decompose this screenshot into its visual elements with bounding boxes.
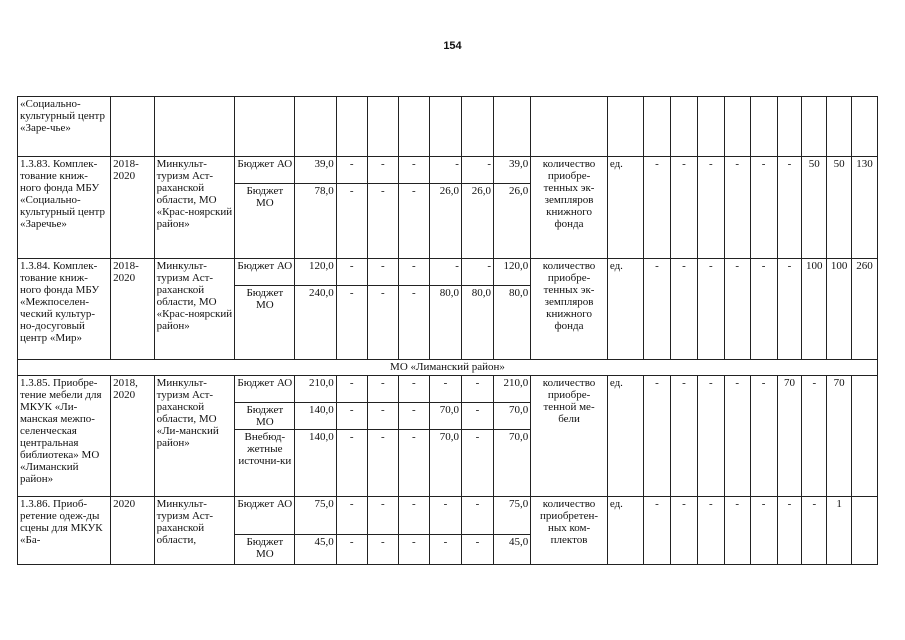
total-value: 75,0 [295,497,336,535]
year-value: - [336,403,367,430]
table-row [18,497,878,535]
indicator-value: - [750,497,777,565]
indicator-value: 100 [827,259,852,360]
indicator: количество приобре-тенных эк-земпляров книжного фонда [531,157,608,259]
indicator-value: - [750,157,777,259]
indicator-value: - [644,376,671,497]
year-value: 26,0 [494,184,531,259]
activity-id: 1.3.86. [20,498,51,510]
indicator-value: - [777,497,802,565]
year-value: - [367,376,398,403]
table-row [18,259,878,286]
indicator-value: 1 [827,497,852,565]
indicator-value: 130 [852,157,878,259]
indicator-value: - [697,376,724,497]
year-value: - [336,184,367,259]
year-value: - [336,376,367,403]
activity-cell [18,497,111,565]
executor: Минкульт-туризм Аст-раханской области, [154,497,235,565]
years: 2020 [111,497,154,565]
funding-source: Бюджет АО [235,376,295,403]
year-value: - [336,535,367,565]
year-value: 80,0 [461,286,493,360]
year-value: - [367,497,398,535]
year-value: - [461,157,493,184]
indicator-value: - [697,497,724,565]
year-value: 75,0 [494,497,531,535]
year-value: - [336,286,367,360]
activity-name: Комплек-тование книж-ного фонда МБУ «Социально-культурный центр «Заречье» [20,158,105,230]
indicator-value: - [670,376,697,497]
executor: Минкульт-туризм Аст-раханской области, МО «Крас-ноярский район» [154,157,235,259]
indicator-value: - [802,497,827,565]
year-value: - [398,184,429,259]
table-row [18,157,878,184]
year-value: - [336,259,367,286]
year-value: - [367,259,398,286]
year-value: - [367,430,398,497]
year-value: - [461,259,493,286]
indicator-value: - [777,157,802,259]
year-value: - [429,497,461,535]
year-value: - [336,430,367,497]
year-value: - [367,157,398,184]
indicator-value: - [724,497,750,565]
indicator-value: - [644,157,671,259]
year-value: 70,0 [494,430,531,497]
unit: ед. [607,259,643,360]
funding-source: Бюджет МО [235,184,295,259]
year-value: 120,0 [494,259,531,286]
indicator-value: - [697,157,724,259]
year-value: - [461,535,493,565]
funding-source: Бюджет АО [235,259,295,286]
program-table [17,96,878,565]
indicator-value: 50 [802,157,827,259]
year-value: - [398,157,429,184]
indicator-value [852,497,878,565]
total-value: 210,0 [295,376,336,403]
funding-source: Бюджет АО [235,157,295,184]
indicator-value: - [697,259,724,360]
total-value: 78,0 [295,184,336,259]
activity-name: Приобре-тение мебели для МКУК «Ли-манская межпо-селенческая центральная библиотека» МО «Лиманский район» [20,377,102,485]
indicator-value: - [802,376,827,497]
total-value: 140,0 [295,430,336,497]
activity-name: Приоб-ретение одеж-ды сцены для МКУК «Ба- [20,498,103,546]
activity-name: «Социально-культурный центр «Заре-чье» [18,97,111,157]
year-value: - [336,497,367,535]
activity-id: 1.3.85. [20,377,51,389]
table-row [18,376,878,403]
year-value: - [429,157,461,184]
page-number: 154 [443,40,462,52]
year-value: - [461,403,493,430]
year-value: - [398,403,429,430]
table-row [18,97,878,157]
year-value: - [398,430,429,497]
indicator-value: 100 [802,259,827,360]
year-value: - [429,535,461,565]
year-value: - [429,259,461,286]
indicator: количество приобре-тенной ме-бели [531,376,608,497]
indicator-value: - [750,259,777,360]
activity-id: 1.3.83. [20,158,51,170]
total-value: 45,0 [295,535,336,565]
section-title: МО «Лиманский район» [18,360,878,376]
indicator-value: - [670,157,697,259]
indicator-value: - [644,259,671,360]
activity-name: Комплек-тование книж-ного фонда МБУ «Межпоселен-ческий культур-но-досуговый центр «Мир» [20,260,100,344]
total-value: 120,0 [295,259,336,286]
year-value: 39,0 [494,157,531,184]
year-value: 80,0 [494,286,531,360]
year-value: 45,0 [494,535,531,565]
indicator-value: - [644,497,671,565]
funding-source: Бюджет МО [235,535,295,565]
total-value: 240,0 [295,286,336,360]
executor: Минкульт-туризм Аст-раханской области, МО «Ли-манский район» [154,376,235,497]
activity-cell [18,259,111,360]
year-value: 70,0 [429,403,461,430]
year-value: - [336,157,367,184]
unit: ед. [607,157,643,259]
year-value: 26,0 [429,184,461,259]
activity-cell [18,376,111,497]
total-value: 140,0 [295,403,336,430]
year-value: - [367,403,398,430]
indicator-value: 70 [827,376,852,497]
indicator-value: 70 [777,376,802,497]
indicator-value: - [724,157,750,259]
year-value: - [367,286,398,360]
activity-id: 1.3.84. [20,260,51,272]
years: 2018-2020 [111,259,154,360]
indicator-value: 50 [827,157,852,259]
funding-source: Бюджет АО [235,497,295,535]
year-value: 210,0 [494,376,531,403]
funding-source: Бюджет МО [235,286,295,360]
years: 2018-2020 [111,157,154,259]
year-value: - [398,259,429,286]
year-value: 80,0 [429,286,461,360]
year-value: - [461,376,493,403]
year-value: - [398,376,429,403]
total-value: 39,0 [295,157,336,184]
indicator-value: - [670,497,697,565]
executor: Минкульт-туризм Аст-раханской области, МО «Крас-ноярский район» [154,259,235,360]
indicator-value: - [724,376,750,497]
activity-cell [18,157,111,259]
year-value: 70,0 [429,430,461,497]
unit: ед. [607,376,643,497]
year-value: - [398,535,429,565]
years: 2018, 2020 [111,376,154,497]
indicator-value: - [724,259,750,360]
indicator: количество приобретен-ных ком-плектов [531,497,608,565]
indicator-value: - [750,376,777,497]
year-value: - [429,376,461,403]
year-value: - [398,497,429,535]
year-value: 70,0 [494,403,531,430]
funding-source: Бюджет МО [235,403,295,430]
funding-source: Внебюд-жетные источни-ки [235,430,295,497]
indicator-value: 260 [852,259,878,360]
indicator: количество приобре-тенных эк-земпляров книжного фонда [531,259,608,360]
indicator-value: - [777,259,802,360]
indicator-value: - [670,259,697,360]
unit: ед. [607,497,643,565]
year-value: 26,0 [461,184,493,259]
year-value: - [461,430,493,497]
indicator-value [852,376,878,497]
year-value: - [461,497,493,535]
year-value: - [398,286,429,360]
year-value: - [367,535,398,565]
section-row [18,360,878,376]
year-value: - [367,184,398,259]
